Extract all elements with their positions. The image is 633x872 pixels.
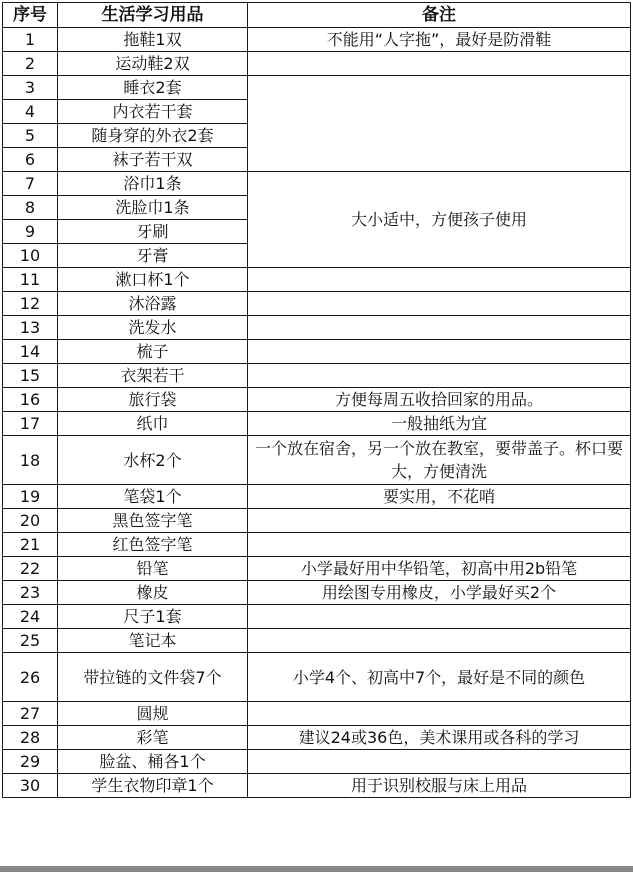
cut-off-footer-text bbox=[0, 866, 633, 872]
row-item: 笔袋1个 bbox=[58, 485, 248, 509]
row-number: 10 bbox=[3, 244, 58, 268]
table-row bbox=[3, 436, 631, 485]
supplies-table bbox=[2, 2, 631, 798]
table-row bbox=[3, 292, 631, 316]
row-item: 带拉链的文件袋7个 bbox=[58, 653, 248, 702]
row-item: 洗发水 bbox=[58, 316, 248, 340]
row-number: 24 bbox=[3, 605, 58, 629]
row-number: 23 bbox=[3, 581, 58, 605]
row-note: 不能用“人字拖”，最好是防滑鞋 bbox=[248, 28, 631, 52]
row-number: 22 bbox=[3, 557, 58, 581]
row-note bbox=[248, 533, 631, 557]
row-number: 8 bbox=[3, 196, 58, 220]
row-item: 衣架若干 bbox=[58, 364, 248, 388]
table-row bbox=[3, 340, 631, 364]
row-note: 一个放在宿舍，另一个放在教室，要带盖子。杯口要大，方便清洗 bbox=[248, 436, 631, 485]
row-item: 牙膏 bbox=[58, 244, 248, 268]
table-row bbox=[3, 726, 631, 750]
header-note: 备注 bbox=[248, 3, 631, 28]
row-number: 13 bbox=[3, 316, 58, 340]
row-number: 26 bbox=[3, 653, 58, 702]
row-number: 25 bbox=[3, 629, 58, 653]
row-item: 浴巾1条 bbox=[58, 172, 248, 196]
row-number: 12 bbox=[3, 292, 58, 316]
row-number: 16 bbox=[3, 388, 58, 412]
table-row bbox=[3, 172, 631, 196]
table-row bbox=[3, 485, 631, 509]
row-item: 纸巾 bbox=[58, 412, 248, 436]
table-header-row bbox=[3, 3, 631, 28]
row-number: 29 bbox=[3, 750, 58, 774]
row-number: 18 bbox=[3, 436, 58, 485]
table-row bbox=[3, 533, 631, 557]
row-item: 圆规 bbox=[58, 702, 248, 726]
row-number: 21 bbox=[3, 533, 58, 557]
row-number: 11 bbox=[3, 268, 58, 292]
row-item: 洗脸巾1条 bbox=[58, 196, 248, 220]
row-number: 28 bbox=[3, 726, 58, 750]
header-item: 生活学习用品 bbox=[58, 3, 248, 28]
row-note bbox=[248, 340, 631, 364]
table-row bbox=[3, 774, 631, 798]
table-row bbox=[3, 268, 631, 292]
row-note: 小学最好用中华铅笔，初高中用2b铅笔 bbox=[248, 557, 631, 581]
table-row bbox=[3, 388, 631, 412]
row-number: 14 bbox=[3, 340, 58, 364]
table-row bbox=[3, 76, 631, 100]
row-note bbox=[248, 292, 631, 316]
row-item: 牙刷 bbox=[58, 220, 248, 244]
table-row bbox=[3, 653, 631, 702]
row-item: 笔记本 bbox=[58, 629, 248, 653]
row-item: 睡衣2套 bbox=[58, 76, 248, 100]
row-item: 水杯2个 bbox=[58, 436, 248, 485]
row-number: 15 bbox=[3, 364, 58, 388]
row-note bbox=[248, 702, 631, 726]
table-row bbox=[3, 605, 631, 629]
row-item: 黑色签字笔 bbox=[58, 509, 248, 533]
row-note bbox=[248, 364, 631, 388]
row-number: 4 bbox=[3, 100, 58, 124]
row-item: 梳子 bbox=[58, 340, 248, 364]
row-number: 30 bbox=[3, 774, 58, 798]
row-note: 用于识别校服与床上用品 bbox=[248, 774, 631, 798]
row-number: 7 bbox=[3, 172, 58, 196]
row-item: 铅笔 bbox=[58, 557, 248, 581]
row-note bbox=[248, 750, 631, 774]
row-number: 17 bbox=[3, 412, 58, 436]
row-note: 建议24或36色，美术课用或各科的学习 bbox=[248, 726, 631, 750]
row-number: 5 bbox=[3, 124, 58, 148]
row-number: 1 bbox=[3, 28, 58, 52]
row-item: 沐浴露 bbox=[58, 292, 248, 316]
row-note: 用绘图专用橡皮，小学最好买2个 bbox=[248, 581, 631, 605]
row-item: 袜子若干双 bbox=[58, 148, 248, 172]
row-item: 红色签字笔 bbox=[58, 533, 248, 557]
row-note bbox=[248, 268, 631, 292]
row-item: 学生衣物印章1个 bbox=[58, 774, 248, 798]
row-item: 拖鞋1双 bbox=[58, 28, 248, 52]
row-note bbox=[248, 509, 631, 533]
row-item: 内衣若干套 bbox=[58, 100, 248, 124]
row-item: 随身穿的外衣2套 bbox=[58, 124, 248, 148]
header-no: 序号 bbox=[3, 3, 58, 28]
table-row bbox=[3, 557, 631, 581]
table-row bbox=[3, 364, 631, 388]
table-row bbox=[3, 629, 631, 653]
row-number: 6 bbox=[3, 148, 58, 172]
table-row bbox=[3, 509, 631, 533]
row-note bbox=[248, 316, 631, 340]
row-note bbox=[248, 76, 631, 172]
row-number: 19 bbox=[3, 485, 58, 509]
table-row bbox=[3, 412, 631, 436]
row-number: 9 bbox=[3, 220, 58, 244]
row-number: 3 bbox=[3, 76, 58, 100]
table-row bbox=[3, 702, 631, 726]
row-item: 尺子1套 bbox=[58, 605, 248, 629]
row-note: 一般抽纸为宜 bbox=[248, 412, 631, 436]
table-row bbox=[3, 316, 631, 340]
table-row bbox=[3, 581, 631, 605]
table-body bbox=[3, 28, 631, 798]
row-item: 运动鞋2双 bbox=[58, 52, 248, 76]
row-item: 旅行袋 bbox=[58, 388, 248, 412]
row-note bbox=[248, 629, 631, 653]
row-note: 小学4个、初高中7个，最好是不同的颜色 bbox=[248, 653, 631, 702]
row-item: 脸盆、桶各1个 bbox=[58, 750, 248, 774]
row-item: 橡皮 bbox=[58, 581, 248, 605]
table-row bbox=[3, 750, 631, 774]
row-item: 漱口杯1个 bbox=[58, 268, 248, 292]
row-number: 2 bbox=[3, 52, 58, 76]
row-note bbox=[248, 52, 631, 76]
table-row bbox=[3, 52, 631, 76]
row-note bbox=[248, 605, 631, 629]
table-row bbox=[3, 28, 631, 52]
row-item: 彩笔 bbox=[58, 726, 248, 750]
row-note: 大小适中，方便孩子使用 bbox=[248, 172, 631, 268]
row-note: 方便每周五收拾回家的用品。 bbox=[248, 388, 631, 412]
row-number: 20 bbox=[3, 509, 58, 533]
row-number: 27 bbox=[3, 702, 58, 726]
row-note: 要实用，不花哨 bbox=[248, 485, 631, 509]
